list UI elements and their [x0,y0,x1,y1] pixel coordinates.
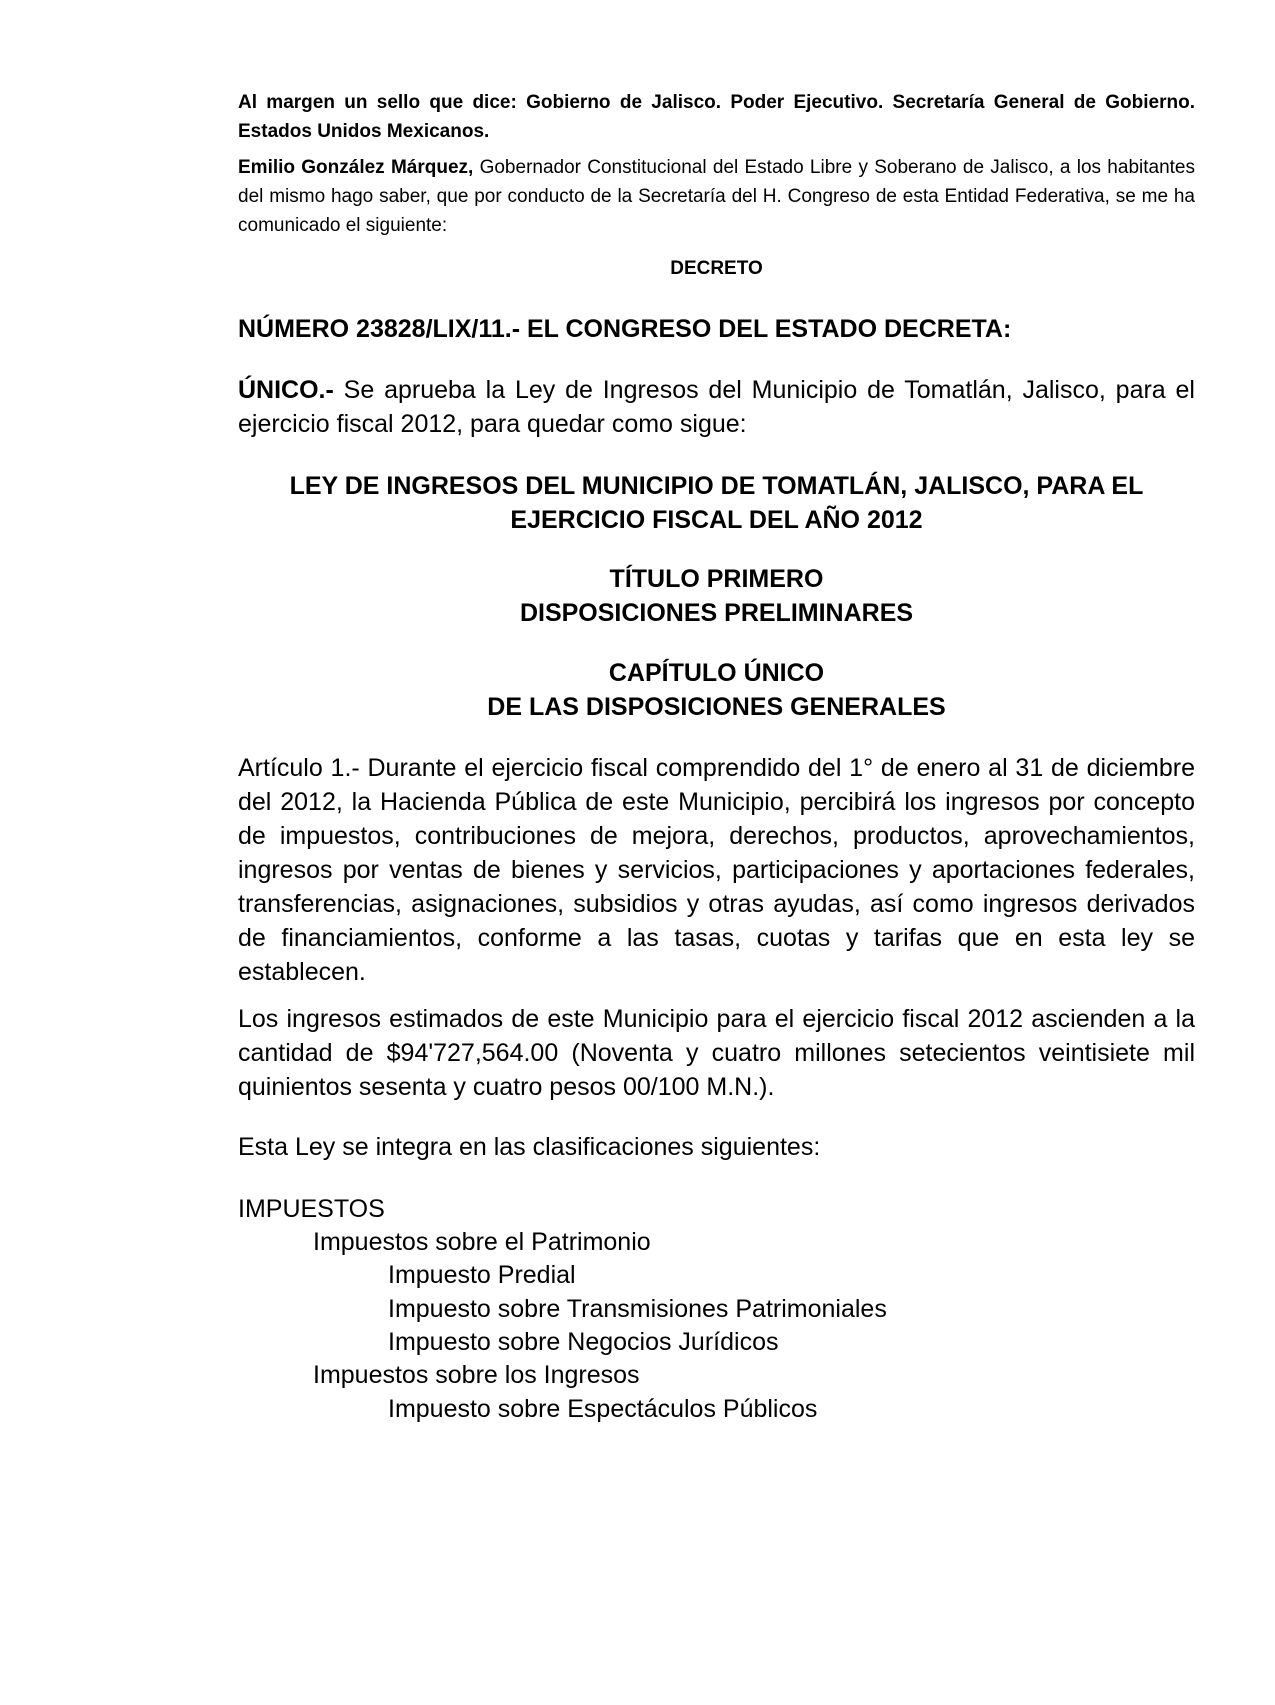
unico-paragraph [238,373,1195,441]
governor-text: Gobernador Constitucional del Estado Libre y Soberano de Jalisco, a los habitantes del mismo hago saber, que por conducto de la Secretaría del H. Congreso de esta Entidad Federativa, se me ha comunicado el siguiente: [238,157,1195,236]
law-title-line-2: EJERCICIO FISCAL DEL AÑO 2012 [510,506,923,534]
law-title [238,469,1195,537]
classification-predial: Impuesto Predial [388,1261,576,1289]
unico-text: Se aprueba la Ley de Ingresos del Municipio de Tomatlán, Jalisco, para el ejercicio fiscal 2012, para quedar como sigue: [238,376,1195,438]
capitulo-line-2: DE LAS DISPOSICIONES GENERALES [487,693,946,721]
seal-note: Al margen un sello que dice: Gobierno de Jalisco. Poder Ejecutivo. Secretaría General de Gobierno. Estados Unidos Mexicanos. [238,92,1195,142]
classification-intro: Esta Ley se integra en las clasificaciones siguientes: [238,1133,821,1161]
classification-transmisiones: Impuesto sobre Transmisiones Patrimoniales [388,1295,887,1323]
titulo-heading [238,562,1195,630]
classification-patrimonio: Impuestos sobre el Patrimonio [313,1228,651,1256]
titulo-line-1: TÍTULO PRIMERO [609,565,824,593]
decree-label: DECRETO [670,258,763,279]
governor-paragraph [238,153,1195,240]
law-title-line-1: LEY DE INGRESOS DEL MUNICIPIO DE TOMATLÁN, JALISCO, PARA EL [289,472,1144,500]
unico-label: ÚNICO.- [238,376,334,404]
governor-name: Emilio González Márquez, [238,157,474,178]
classification-espectaculos: Impuesto sobre Espectáculos Públicos [388,1395,818,1423]
capitulo-heading [238,656,1195,724]
article-1: Artículo 1.- Durante el ejercicio fiscal comprendido del 1° de enero al 31 de diciembre del 2012, la Hacienda Pública de este Municipio, percibirá los ingresos por concepto de impuestos, contribuciones de mejora, derechos, productos, aprovechamientos, ingresos por ventas de bienes y servicios, participaciones y aportaciones federales, transferencias, asignaciones, subsidios y otras ayudas, así como ingresos derivados de financiamientos, conforme a las tasas, cuotas y tarifas que en esta ley se establecen. [238,754,1195,986]
titulo-line-2: DISPOSICIONES PRELIMINARES [519,599,914,627]
classification-negocios: Impuesto sobre Negocios Jurídicos [388,1328,779,1356]
decree-number-line: NÚMERO 23828/LIX/11.- EL CONGRESO DEL ESTADO DECRETA: [238,315,1012,343]
classification-ingresos: Impuestos sobre los Ingresos [313,1361,640,1389]
estimated-income-paragraph: Los ingresos estimados de este Municipio para el ejercicio fiscal 2012 ascienden a la cantidad de $94'727,564.00 (Noventa y cuatro millones setecientos veintisiete mil quinientos sesenta y cuatro pesos 00/100 M.N.). [238,1005,1195,1101]
classification-impuestos: IMPUESTOS [238,1195,385,1223]
capitulo-line-1: CAPÍTULO ÚNICO [608,659,825,687]
